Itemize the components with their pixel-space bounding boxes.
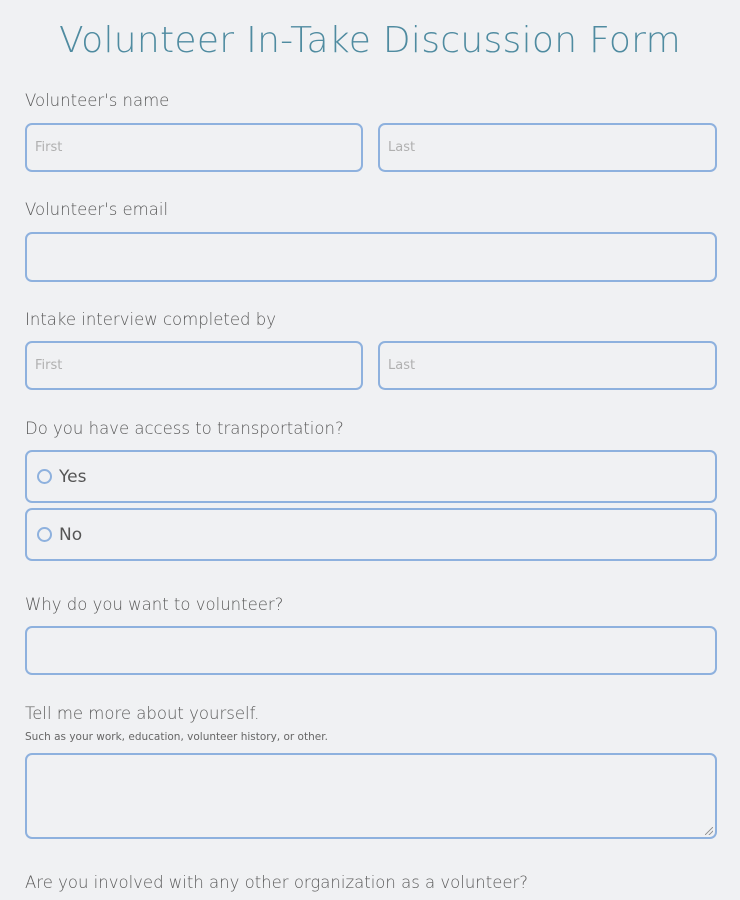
option-label: No: [59, 524, 83, 545]
why-label: Why do you want to volunteer?: [25, 595, 284, 614]
interviewer-last-field[interactable]: [378, 341, 717, 390]
name-first-input[interactable]: [27, 125, 361, 170]
about-hint: Such as your work, education, volunteer history, or other.: [25, 731, 328, 743]
transportation-label: Do you have access to transportation?: [25, 419, 344, 438]
radio-circle-icon[interactable]: [37, 469, 52, 484]
about-field[interactable]: [25, 753, 717, 839]
about-textarea[interactable]: [27, 755, 715, 837]
about-label: Tell me more about yourself.: [25, 704, 260, 723]
resize-handle-icon[interactable]: [705, 827, 713, 835]
interviewer-first-input[interactable]: [27, 343, 361, 388]
email-field[interactable]: [25, 232, 717, 282]
email-label: Volunteer's email: [25, 200, 169, 219]
name-last-field[interactable]: [378, 123, 717, 172]
name-label: Volunteer's name: [25, 91, 170, 110]
why-input[interactable]: [27, 628, 715, 673]
transportation-option-no[interactable]: [25, 508, 717, 561]
interviewer-last-input[interactable]: [380, 343, 715, 388]
other-org-label: Are you involved with any other organization as a volunteer?: [25, 873, 529, 892]
name-first-field[interactable]: [25, 123, 363, 172]
radio-circle-icon[interactable]: [37, 527, 52, 542]
page-title: Volunteer In-Take Discussion Form: [59, 20, 681, 61]
interviewer-first-field[interactable]: [25, 341, 363, 390]
name-last-input[interactable]: [380, 125, 715, 170]
why-field[interactable]: [25, 626, 717, 675]
transportation-option-yes[interactable]: [25, 450, 717, 503]
option-label: Yes: [59, 466, 87, 487]
email-input[interactable]: [27, 234, 715, 280]
interviewer-label: Intake interview completed by: [25, 310, 276, 329]
